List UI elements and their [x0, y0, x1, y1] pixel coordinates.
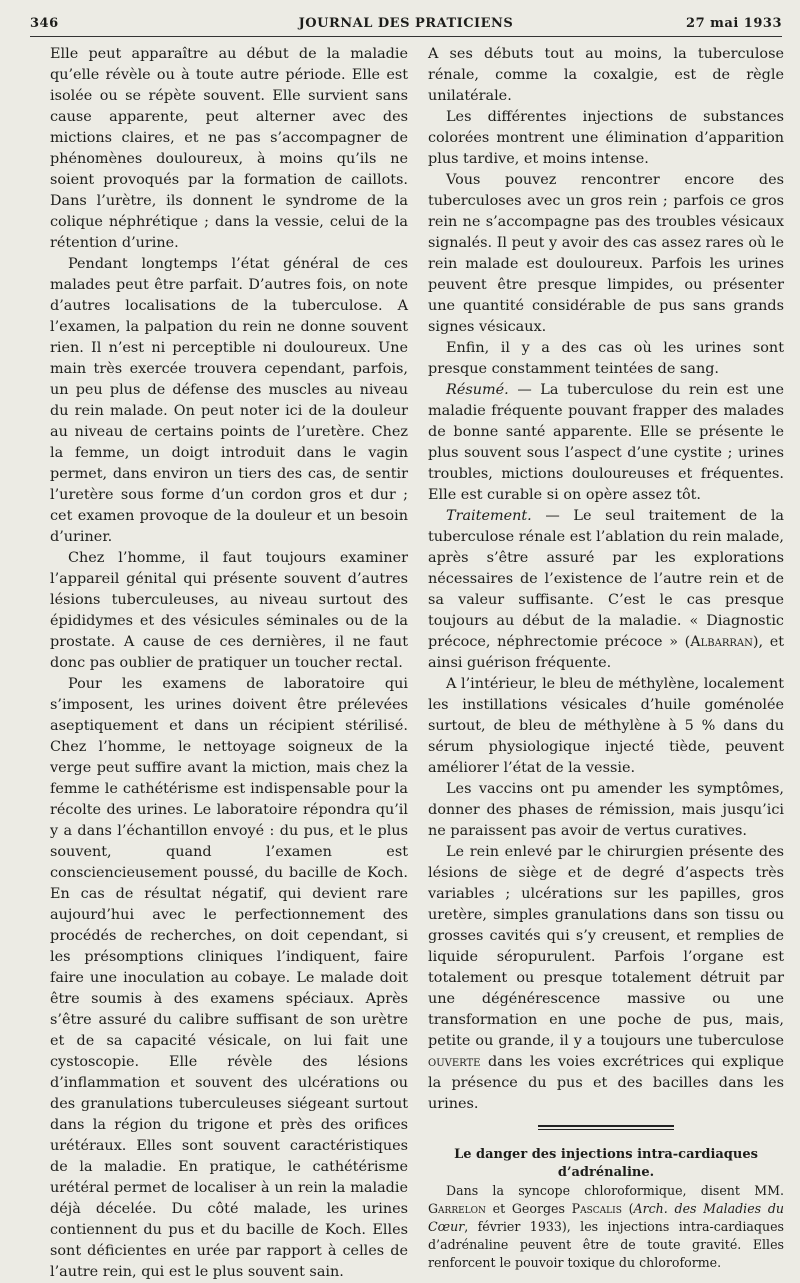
running-header: [30, 14, 782, 37]
emphasized-word: ouverte: [428, 1054, 481, 1070]
author-name: Pascalis: [571, 1201, 622, 1216]
page-number: 346: [30, 16, 59, 31]
traitement-text: — Le seul traitement de la tuberculose rénale est l’ablation du rein malade, après s’être assuré par les explorations nécessaires de l’existence de l’autre rein et de sa valeur suffisante. C’est le cas presque toujours au début de la maladie. « Diagnostic précoce, néphrectomie précoce » (: [428, 508, 784, 650]
traitement-label: Traitement.: [446, 508, 532, 524]
article-text: (: [621, 1201, 634, 1216]
traitement-paragraph: [428, 506, 784, 674]
traitement-text: ), et ainsi guérison fréquente.: [428, 634, 785, 671]
paragraph: Vous pouvez rencontrer encore des tuberculoses avec un gros rein ; parfois ce gros rein ne s’accompagne pas des troubles vésicaux signalés. Il peut y avoir des cas assez rares où le rein malade est douloureux. Parfois les urines peuvent être presque limpides, ou présenter une quantité considérable de pus sans grands signes vésicaux.: [428, 172, 784, 335]
resume-paragraph: [428, 380, 784, 506]
paragraph: Pour les examens de laboratoire qui s’imposent, les urines doivent être prélevées aseptiquement et dans un récipient stérilisé. Chez l’homme, le nettoyage soigneux de la verge peut suffire avant la miction, mais chez la femme le cathétérisme est indispensable pour la récolte des urines. Le laboratoire répondra qu’il y a dans l’échantillon envoyé : du pus, et le plus souvent, quand l’examen est consciencieusement poussé, du bacille de Koch. En cas de résultat négatif, qui devient rare aujourd’hui avec le perfectionnement des procédés de recherches, on doit cependant, si les présomptions cliniques l’indiquent, faire faire une inoculation au cobaye. Le malade doit être soumis à des examens spéciaux. Après s’être assuré du calibre suffisant de son urètre et de sa capacité vésicale, on lui fait une cystoscopie. Elle révèle des lésions d’inflammation et souvent des ulcérations ou des granulations tuberculeuses siégeant surtout dans la région du trigone et près des orifices urétéraux. Elles sont souvent caractéristiques de la maladie. En pratique, le cathétérisme urétéral permet de localiser à un rein la maladie déjà décelée. Du côté malade, les urines contiennent du pus et du bacille de Koch. Elles sont déficientes en urée par rapport à celles de l’autre rein, qui est le plus souvent sain.: [50, 676, 408, 1280]
author-name: Albarran: [690, 634, 753, 650]
left-column: [50, 44, 408, 1283]
right-column: [428, 44, 784, 1272]
journal-title: JOURNAL DES PRATICIENS: [298, 16, 514, 31]
paragraph: [428, 842, 784, 1115]
article-text: et Georges: [485, 1201, 572, 1216]
article-title: [428, 1146, 784, 1182]
paragraph: Pendant longtemps l’état général de ces malades peut être parfait. D’autres fois, on note d’autres localisations de la tuberculose. A l’examen, la palpation du rein ne donne souvent rien. Il n’est ni perceptible ni douloureux. Une main très exercée trouvera cependant, parfois, un peu plus de défense des muscles au niveau du rein malade. On peut noter ici de la douleur au niveau de certains points de l’uretère. Chez la femme, un doigt introduit dans le vagin permet, dans environ un tiers des cas, de sentir l’uretère sous forme d’un cordon gros et dur ; cet examen provoque de la douleur et un besoin d’uriner.: [50, 256, 408, 545]
paragraph: A l’intérieur, le bleu de méthylène, localement les instillations vésicales d’huile goménolée surtout, de bleu de méthylène à 5 % dans du sérum physiologique injecté tiède, peuvent améliorer l’état de la vessie.: [428, 676, 784, 776]
paragraph: Chez l’homme, il faut toujours examiner l’appareil génital qui présente souvent d’autres lésions tuberculeuses, au niveau surtout des épididymes et des vésicules séminales ou de la prostate. A cause de ces dernières, il ne faut donc pas oublier de pratiquer un toucher rectal.: [50, 550, 408, 671]
paragraph: Elle peut apparaître au début de la maladie qu’elle révèle ou à toute autre période. Elle est isolée ou se répète souvent. Elle survient sans cause apparente, peut alterner avec des mictions claires, et ne pas s’accompagner de phénomènes douloureux, à moins qu’ils ne soient provoqués par la formation de caillots. Dans l’urètre, ils donnent le syndrome de la colique néphrétique ; dans la vessie, celui de la rétention d’urine.: [50, 46, 408, 251]
paragraph: Les vaccins ont pu amender les symptômes, donner des phases de rémission, mais jusqu’ici ne paraissent pas avoir de vertus curatives.: [428, 781, 784, 839]
paragraph: A ses débuts tout au moins, la tuberculose rénale, comme la coxalgie, est de règle unilatérale.: [428, 46, 784, 104]
paragraph-text: Le rein enlevé par le chirurgien présente des lésions de siège et de degré d’aspects très variables ; ulcérations sur les papilles, gros uretère, simples granulations dans son tissu ou grosses cavités qui s’y creusent, et remplies de liquide séropurulent. Parfois l’organe est totalement ou presque totalement détruit par une dégénérescence massive ou une transformation en une poche de pus, mais, petite ou grande, il y a toujours une tuberculose: [428, 844, 784, 1049]
paragraph: Les différentes injections de substances colorées montrent une élimination d’apparition plus tardive, et moins intense.: [428, 109, 784, 167]
article-body: [428, 1182, 784, 1272]
section-divider: [538, 1125, 674, 1130]
paragraph-text: dans les voies excrétrices qui explique la présence du pus et des bacilles dans les urines.: [428, 1054, 784, 1112]
resume-label: Résumé.: [446, 382, 509, 398]
article-title-line: d’adrénaline.: [557, 1165, 655, 1180]
author-name: Garrelon: [428, 1201, 486, 1216]
issue-date: 27 mai 1933: [686, 16, 782, 31]
article-title-line: Le danger des injections intra-cardiaques: [454, 1147, 758, 1162]
article-source: Arch. des Maladies du Cœur: [428, 1201, 785, 1234]
article-text: Dans la syncope chloroformique, disent MM.: [446, 1183, 784, 1198]
resume-text: — La tuberculose du rein est une maladie fréquente pouvant frapper des malades de bonne santé apparente. Elle se présente le plus souvent sous l’aspect d’une cystite ; urines troubles, mictions douloureuses et fréquentes. Elle est curable si on opère assez tôt.: [428, 382, 784, 503]
paragraph: Enfin, il y a des cas où les urines sont presque constamment teintées de sang.: [428, 340, 784, 377]
article-text: , février 1933), les injections intra-cardiaques d’adrénaline peuvent être de toute gravité. Elles renforcent le pouvoir toxique du chloroforme.: [428, 1219, 784, 1270]
